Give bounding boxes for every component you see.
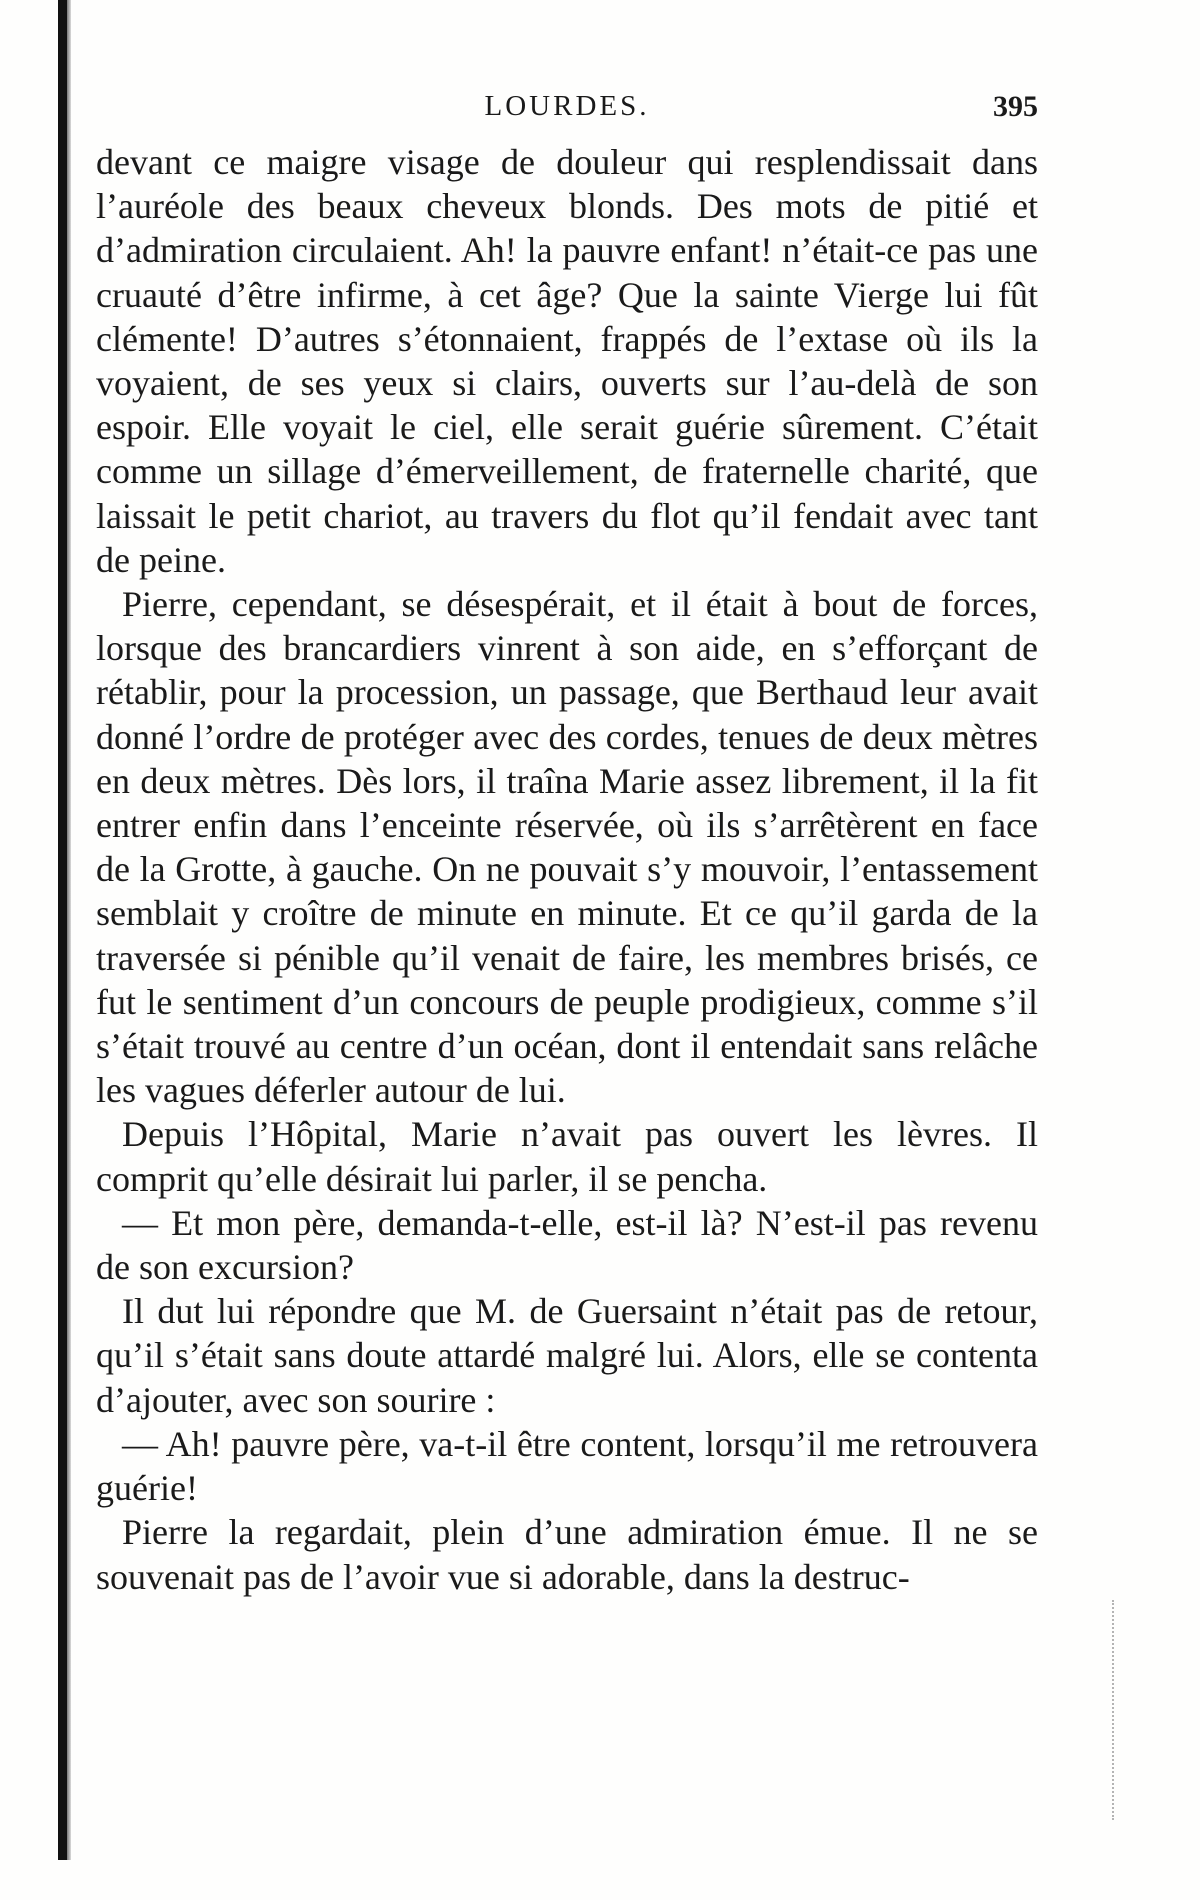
paragraph-6: — Ah! pauvre père, va-t-il être content, lorsqu’il me retrouvera guérie! [96, 1423, 1038, 1509]
body-text [96, 140, 1038, 1599]
paragraph-2: Pierre, cependant, se désespérait, et il était à bout de forces, lorsque des brancardiers vinrent à son aide, en s’efforçant de rétablir, pour la procession, un passage, que Berthaud leur avait donné l’ordre de protéger avec des cordes, tenues de deux mètres en deux mètres. Dès lors, il traîna Marie assez librement, il la fit entrer enfin dans l’enceinte réservée, où ils s’arrêtèrent en face de la Grotte, à gauche. On ne pouvait s’y mouvoir, l’entassement semblait y croître de minute en minute. Et ce qu’il garda de la traversée si pénible qu’il venait de faire, les membres brisés, ce fut le sentiment d’un concours de peuple prodigieux, comme s’il s’était trouvé au centre d’un océan, dont il entendait sans relâche les vagues déferler autour de lui. [96, 584, 1038, 1111]
margin-marks [1112, 1600, 1122, 1820]
binding-shadow [67, 0, 71, 1860]
paragraph-1: devant ce maigre visage de douleur qui resplendissait dans l’auréole des beaux cheveux blonds. Des mots de pitié et d’admiration circulaient. Ah! la pauvre enfant! n’était-ce pas une cruauté d’être infirme, à cet âge? Que la sainte Vierge lui fût clémente! D’autres s’étonnaient, frappés de l’extase où ils la voyaient, de ses yeux si clairs, ouverts sur l’au-delà de son espoir. Elle voyait le ciel, elle serait guérie sûrement. C’était comme un sillage d’émerveillement, de fraternelle charité, que laissait le petit chariot, au travers du flot qu’il fendait avec tant de peine. [96, 142, 1038, 580]
binding-edge [58, 0, 67, 1860]
page-number: 395 [993, 90, 1038, 123]
paragraph-5: Il dut lui répondre que M. de Guersaint n’était pas de retour, qu’il s’était sans doute attardé malgré lui. Alors, elle se contenta d’ajouter, avec son sourire : [96, 1291, 1038, 1420]
paragraph-7: Pierre la regardait, plein d’une admiration émue. Il ne se souvenait pas de l’avoir vue si adorable, dans la destruc- [96, 1512, 1038, 1597]
running-title: LOURDES. [484, 90, 650, 122]
running-head [96, 90, 1038, 130]
paragraph-3: Depuis l’Hôpital, Marie n’avait pas ouvert les lèvres. Il comprit qu’elle désirait lui parler, il se pencha. [96, 1114, 1038, 1199]
paragraph-4: — Et mon père, demanda-t-elle, est-il là? N’est-il pas revenu de son excursion? [96, 1202, 1038, 1288]
